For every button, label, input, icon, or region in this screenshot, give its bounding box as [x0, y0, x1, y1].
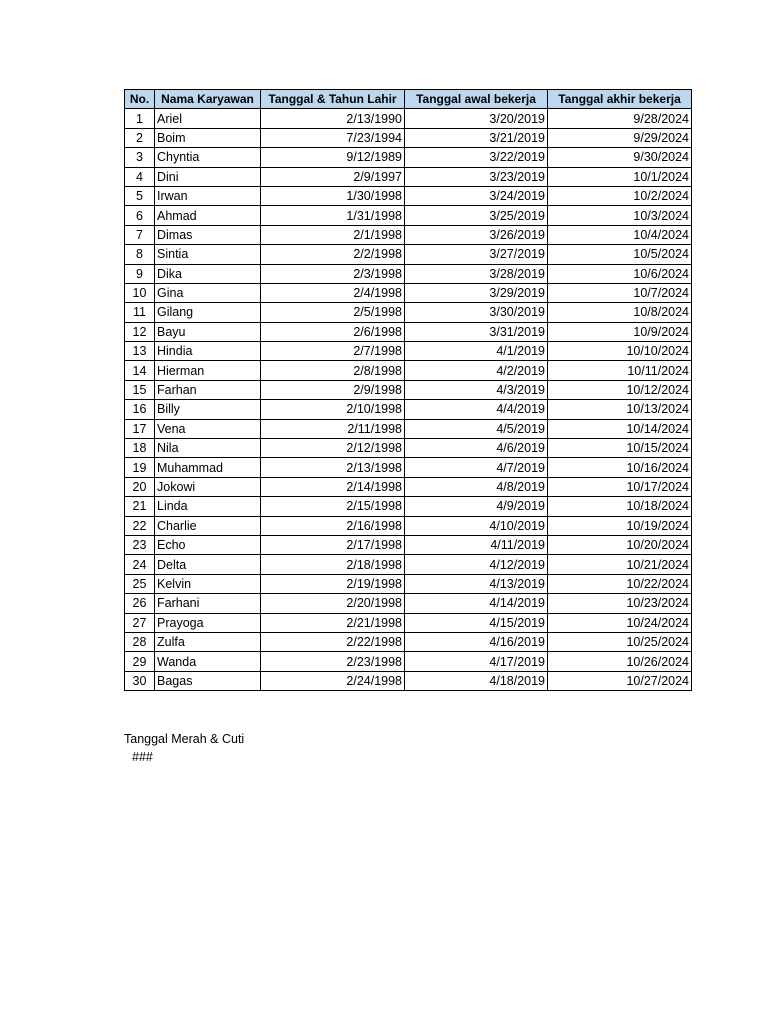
cell-tanggal-lahir: 2/24/1998 [261, 671, 405, 690]
cell-tanggal-akhir: 10/2/2024 [548, 186, 692, 205]
cell-nama: Ahmad [155, 206, 261, 225]
table-row [125, 613, 692, 632]
cell-tanggal-lahir: 2/8/1998 [261, 361, 405, 380]
cell-tanggal-awal: 4/15/2019 [405, 613, 548, 632]
cell-tanggal-lahir: 2/20/1998 [261, 594, 405, 613]
cell-no: 20 [125, 477, 155, 496]
cell-nama: Nila [155, 439, 261, 458]
header-tanggal-awal: Tanggal awal bekerja [405, 90, 548, 109]
cell-tanggal-awal: 3/21/2019 [405, 128, 548, 147]
table-row [125, 245, 692, 264]
cell-tanggal-akhir: 10/16/2024 [548, 458, 692, 477]
cell-nama: Kelvin [155, 574, 261, 593]
cell-tanggal-awal: 3/26/2019 [405, 225, 548, 244]
header-nama-karyawan: Nama Karyawan [155, 90, 261, 109]
cell-tanggal-lahir: 9/12/1989 [261, 148, 405, 167]
cell-no: 29 [125, 652, 155, 671]
cell-nama: Vena [155, 419, 261, 438]
cell-tanggal-akhir: 10/9/2024 [548, 322, 692, 341]
cell-tanggal-awal: 3/27/2019 [405, 245, 548, 264]
cell-tanggal-awal: 3/20/2019 [405, 109, 548, 128]
cell-nama: Gina [155, 283, 261, 302]
cell-tanggal-akhir: 10/18/2024 [548, 497, 692, 516]
table-row [125, 361, 692, 380]
cell-no: 27 [125, 613, 155, 632]
cell-no: 21 [125, 497, 155, 516]
cell-no: 9 [125, 264, 155, 283]
table-row [125, 303, 692, 322]
cell-tanggal-awal: 4/3/2019 [405, 380, 548, 399]
cell-tanggal-awal: 3/23/2019 [405, 167, 548, 186]
cell-no: 23 [125, 535, 155, 554]
table-row [125, 400, 692, 419]
cell-tanggal-lahir: 2/5/1998 [261, 303, 405, 322]
cell-tanggal-akhir: 9/28/2024 [548, 109, 692, 128]
cell-nama: Irwan [155, 186, 261, 205]
cell-nama: Bayu [155, 322, 261, 341]
cell-tanggal-akhir: 10/25/2024 [548, 632, 692, 651]
cell-tanggal-awal: 3/29/2019 [405, 283, 548, 302]
cell-tanggal-lahir: 2/4/1998 [261, 283, 405, 302]
table-row [125, 671, 692, 690]
cell-tanggal-awal: 4/12/2019 [405, 555, 548, 574]
cell-tanggal-lahir: 1/30/1998 [261, 186, 405, 205]
table-row [125, 186, 692, 205]
cell-tanggal-akhir: 10/15/2024 [548, 439, 692, 458]
cell-tanggal-akhir: 10/20/2024 [548, 535, 692, 554]
cell-tanggal-lahir: 2/6/1998 [261, 322, 405, 341]
cell-tanggal-lahir: 2/10/1998 [261, 400, 405, 419]
cell-tanggal-lahir: 2/13/1990 [261, 109, 405, 128]
header-row [125, 90, 692, 109]
cell-tanggal-awal: 4/6/2019 [405, 439, 548, 458]
cell-tanggal-lahir: 2/2/1998 [261, 245, 405, 264]
cell-tanggal-akhir: 10/21/2024 [548, 555, 692, 574]
cell-tanggal-lahir: 2/21/1998 [261, 613, 405, 632]
cell-tanggal-akhir: 9/30/2024 [548, 148, 692, 167]
cell-tanggal-awal: 3/24/2019 [405, 186, 548, 205]
header-no: No. [125, 90, 155, 109]
cell-no: 2 [125, 128, 155, 147]
cell-nama: Wanda [155, 652, 261, 671]
cell-tanggal-lahir: 2/12/1998 [261, 439, 405, 458]
cell-no: 4 [125, 167, 155, 186]
cell-tanggal-akhir: 10/23/2024 [548, 594, 692, 613]
cell-tanggal-awal: 4/2/2019 [405, 361, 548, 380]
cell-nama: Billy [155, 400, 261, 419]
cell-nama: Chyntia [155, 148, 261, 167]
cell-tanggal-akhir: 10/26/2024 [548, 652, 692, 671]
cell-tanggal-akhir: 10/10/2024 [548, 342, 692, 361]
employee-table [124, 89, 692, 691]
table-row [125, 206, 692, 225]
cell-tanggal-awal: 4/5/2019 [405, 419, 548, 438]
header-tanggal-lahir: Tanggal & Tahun Lahir [261, 90, 405, 109]
cell-nama: Farhani [155, 594, 261, 613]
cell-no: 12 [125, 322, 155, 341]
cell-nama: Hierman [155, 361, 261, 380]
cell-tanggal-akhir: 10/11/2024 [548, 361, 692, 380]
cell-tanggal-lahir: 2/15/1998 [261, 497, 405, 516]
cell-tanggal-lahir: 2/11/1998 [261, 419, 405, 438]
cell-no: 28 [125, 632, 155, 651]
cell-tanggal-awal: 4/11/2019 [405, 535, 548, 554]
cell-tanggal-lahir: 7/23/1994 [261, 128, 405, 147]
cell-no: 5 [125, 186, 155, 205]
cell-tanggal-akhir: 10/27/2024 [548, 671, 692, 690]
cell-tanggal-lahir: 2/3/1998 [261, 264, 405, 283]
table-row [125, 264, 692, 283]
table-row [125, 574, 692, 593]
table-row [125, 283, 692, 302]
table-row [125, 535, 692, 554]
cell-nama: Hindia [155, 342, 261, 361]
cell-tanggal-awal: 4/18/2019 [405, 671, 548, 690]
cell-tanggal-akhir: 10/17/2024 [548, 477, 692, 496]
cell-tanggal-awal: 3/25/2019 [405, 206, 548, 225]
cell-tanggal-akhir: 10/7/2024 [548, 283, 692, 302]
cell-no: 19 [125, 458, 155, 477]
cell-nama: Muhammad [155, 458, 261, 477]
cell-tanggal-akhir: 10/8/2024 [548, 303, 692, 322]
cell-tanggal-awal: 4/1/2019 [405, 342, 548, 361]
cell-tanggal-lahir: 2/18/1998 [261, 555, 405, 574]
table-row [125, 497, 692, 516]
cell-tanggal-awal: 3/30/2019 [405, 303, 548, 322]
cell-tanggal-awal: 4/13/2019 [405, 574, 548, 593]
cell-tanggal-akhir: 10/1/2024 [548, 167, 692, 186]
cell-tanggal-awal: 4/4/2019 [405, 400, 548, 419]
cell-tanggal-awal: 4/16/2019 [405, 632, 548, 651]
cell-tanggal-lahir: 2/17/1998 [261, 535, 405, 554]
cell-no: 13 [125, 342, 155, 361]
cell-tanggal-awal: 4/17/2019 [405, 652, 548, 671]
table-row [125, 128, 692, 147]
cell-tanggal-lahir: 2/9/1998 [261, 380, 405, 399]
cell-tanggal-akhir: 10/12/2024 [548, 380, 692, 399]
table-row [125, 419, 692, 438]
table-row [125, 148, 692, 167]
cell-no: 15 [125, 380, 155, 399]
cell-nama: Ariel [155, 109, 261, 128]
cell-nama: Gilang [155, 303, 261, 322]
cell-no: 7 [125, 225, 155, 244]
cell-no: 18 [125, 439, 155, 458]
table-row [125, 109, 692, 128]
cell-tanggal-awal: 4/8/2019 [405, 477, 548, 496]
cell-tanggal-akhir: 10/13/2024 [548, 400, 692, 419]
cell-nama: Dimas [155, 225, 261, 244]
table-row [125, 225, 692, 244]
cell-tanggal-lahir: 2/7/1998 [261, 342, 405, 361]
cell-tanggal-lahir: 2/16/1998 [261, 516, 405, 535]
cell-no: 26 [125, 594, 155, 613]
cell-tanggal-akhir: 10/3/2024 [548, 206, 692, 225]
cell-tanggal-akhir: 10/6/2024 [548, 264, 692, 283]
cell-no: 22 [125, 516, 155, 535]
cell-no: 1 [125, 109, 155, 128]
cell-nama: Jokowi [155, 477, 261, 496]
cell-no: 10 [125, 283, 155, 302]
cell-tanggal-akhir: 9/29/2024 [548, 128, 692, 147]
cell-no: 3 [125, 148, 155, 167]
cell-no: 8 [125, 245, 155, 264]
cell-nama: Delta [155, 555, 261, 574]
cell-no: 17 [125, 419, 155, 438]
notes-label: Tanggal Merah & Cuti [124, 732, 245, 746]
table-row [125, 439, 692, 458]
cell-tanggal-awal: 4/7/2019 [405, 458, 548, 477]
cell-tanggal-lahir: 2/13/1998 [261, 458, 405, 477]
cell-no: 30 [125, 671, 155, 690]
cell-nama: Sintia [155, 245, 261, 264]
cell-tanggal-akhir: 10/22/2024 [548, 574, 692, 593]
header-tanggal-akhir: Tanggal akhir bekerja [548, 90, 692, 109]
table-row [125, 167, 692, 186]
cell-tanggal-awal: 3/31/2019 [405, 322, 548, 341]
cell-no: 6 [125, 206, 155, 225]
table-row [125, 652, 692, 671]
table-row [125, 555, 692, 574]
cell-tanggal-awal: 4/10/2019 [405, 516, 548, 535]
cell-nama: Prayoga [155, 613, 261, 632]
table-row [125, 322, 692, 341]
cell-no: 14 [125, 361, 155, 380]
cell-tanggal-lahir: 2/22/1998 [261, 632, 405, 651]
cell-no: 16 [125, 400, 155, 419]
cell-tanggal-awal: 3/22/2019 [405, 148, 548, 167]
cell-tanggal-awal: 4/9/2019 [405, 497, 548, 516]
cell-nama: Farhan [155, 380, 261, 399]
table-row [125, 516, 692, 535]
cell-no: 25 [125, 574, 155, 593]
cell-nama: Bagas [155, 671, 261, 690]
cell-tanggal-akhir: 10/24/2024 [548, 613, 692, 632]
table-row [125, 342, 692, 361]
cell-tanggal-lahir: 1/31/1998 [261, 206, 405, 225]
table-body [125, 109, 692, 691]
table-row [125, 458, 692, 477]
cell-nama: Dini [155, 167, 261, 186]
table-row [125, 594, 692, 613]
cell-nama: Zulfa [155, 632, 261, 651]
table-row [125, 632, 692, 651]
notes-value: ### [132, 750, 153, 764]
table-row [125, 380, 692, 399]
cell-tanggal-lahir: 2/1/1998 [261, 225, 405, 244]
cell-nama: Dika [155, 264, 261, 283]
cell-tanggal-lahir: 2/23/1998 [261, 652, 405, 671]
cell-tanggal-akhir: 10/19/2024 [548, 516, 692, 535]
cell-nama: Charlie [155, 516, 261, 535]
cell-tanggal-lahir: 2/9/1997 [261, 167, 405, 186]
employee-sheet [124, 89, 692, 691]
cell-tanggal-akhir: 10/14/2024 [548, 419, 692, 438]
notes-section [124, 730, 244, 766]
cell-tanggal-lahir: 2/19/1998 [261, 574, 405, 593]
cell-tanggal-akhir: 10/4/2024 [548, 225, 692, 244]
cell-tanggal-awal: 3/28/2019 [405, 264, 548, 283]
cell-nama: Linda [155, 497, 261, 516]
cell-no: 24 [125, 555, 155, 574]
cell-nama: Echo [155, 535, 261, 554]
table-row [125, 477, 692, 496]
cell-nama: Boim [155, 128, 261, 147]
cell-tanggal-lahir: 2/14/1998 [261, 477, 405, 496]
cell-tanggal-akhir: 10/5/2024 [548, 245, 692, 264]
cell-tanggal-awal: 4/14/2019 [405, 594, 548, 613]
cell-no: 11 [125, 303, 155, 322]
